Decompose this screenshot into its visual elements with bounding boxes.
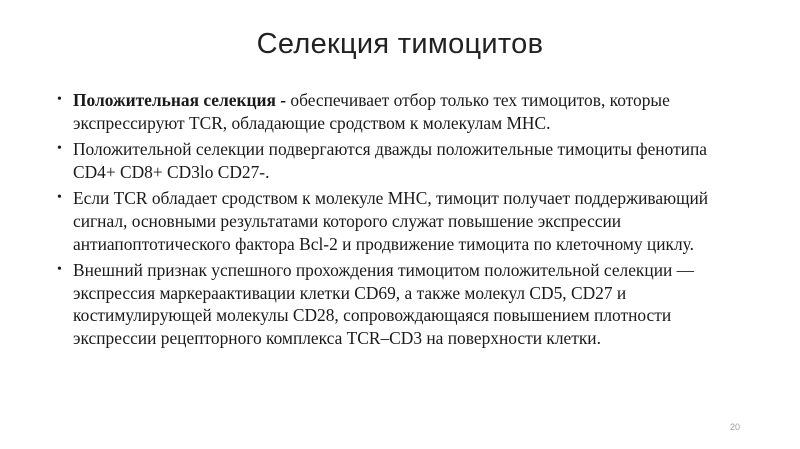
bullet-item xyxy=(53,259,753,349)
bullet-term: Положительная селекция - xyxy=(73,90,287,110)
bullet-list xyxy=(53,89,753,354)
bullet-text: Положительной селекции подвергаются дважды положительные тимоциты фенотипа CD4+ CD8+ CD3lo CD27-. xyxy=(73,139,708,182)
bullet-item xyxy=(53,138,753,183)
bullet-text: Внешний признак успешного прохождения тимоцитом положительной селекции — экспрессия маркераактивации клетки CD69, а также молекул CD5, CD27 и костимулирующей молекулы CD28, сопровождающаяся повышением плотности экспрессии рецепторного комплекса TCR–CD3 на поверхности клетки. xyxy=(73,260,695,348)
bullet-icon: • xyxy=(57,190,62,206)
bullet-icon: • xyxy=(57,141,62,157)
bullet-item xyxy=(53,187,753,255)
bullet-text: обеспечивает отбор только тех тимоцитов, которые экспрессируют TCR, обладающие сродством к молекулам MHC. xyxy=(73,90,670,133)
bullet-item xyxy=(53,89,753,134)
page-number: 20 xyxy=(729,422,740,432)
slide-title: Селекция тимоцитов xyxy=(256,28,544,60)
bullet-icon: • xyxy=(57,262,62,278)
bullet-icon: • xyxy=(57,92,62,107)
bullet-text: Если TCR обладает сродством к молекуле MHC, тимоцит получает поддерживающий сигнал, основными результатами которого служат повышение экспрессии антиапоптотического фактора Bcl-2 и продвижение тимоцита по клеточному циклу. xyxy=(73,188,709,254)
